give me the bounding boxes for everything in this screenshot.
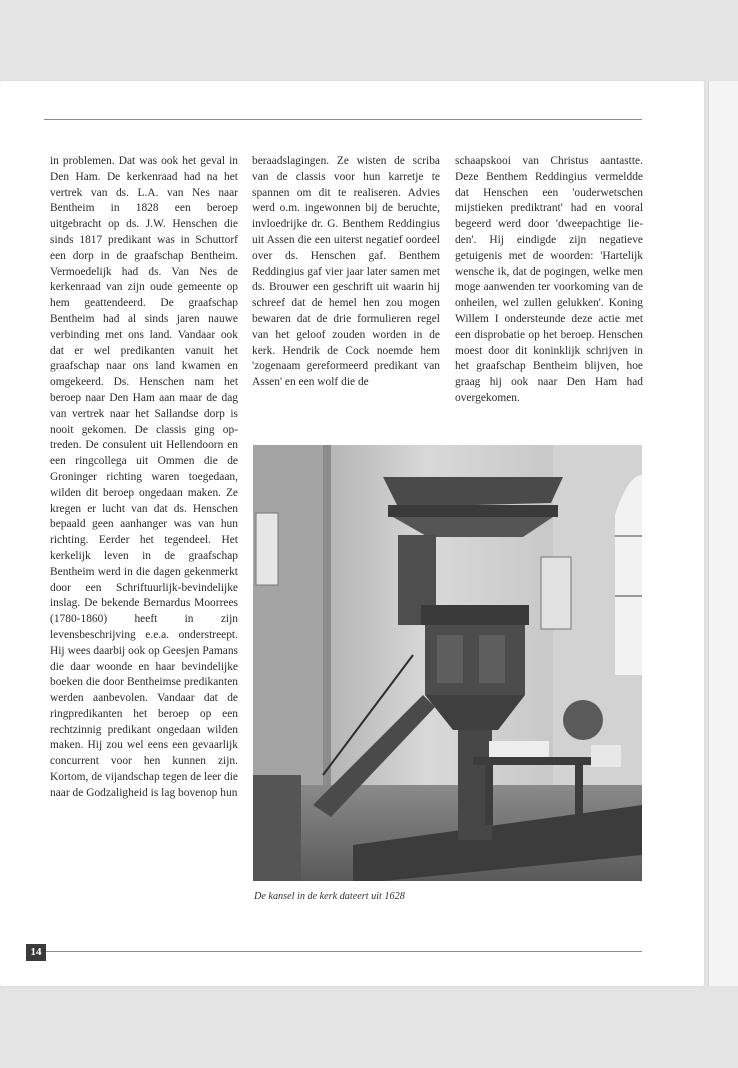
article-column-2: beraadslagingen. Ze wisten de scriba van de classis voor hun karretje te spannen om dit te realiseren. Advies werd o.m. ingewonnen bij de beruchte, invloedrijke dr. G. Benthem Reddingius uit Assen die een uiterst negatief oordeel over ds. Henschen gaf. Benthem Reddingius gaf vier jaar later samen met ds. Brouwer een geschrift uit waarin hij schreef dat de hemel hen zou mogen bewaren dat de drie formulieren regel van het geloof zouden worden in de kerk. Hendrik de Cock noemde hem 'zogenaam gereformeerd predikant van Assen' en een wolf die de xyxy=(252,155,440,389)
pulpit-photo xyxy=(253,445,642,881)
article-column-1: in problemen. Dat was ook het geval in Den Ham. De kerkenraad had na het vertrek van ds. L.A. van Nes naar Bentheim in 1828 een beroep uitgebracht op ds. J.W. Henschen die sinds 1817 predikant was in Schuttorf een dorp in de graafschap Bentheim. Vermoedelijk had ds. Van Nes de kerkenraad van zijn oude gemeente op hem geattendeerd. De graafschap Bentheim had al sinds jaren nauwe verbinding met ons land. Vandaar ook dat er wel predikanten vanuit het graafschap naar ons land kwamen en omgekeerd. Ds. Henschen nam het beroep naar Den Ham aan maar de dag van vertrek naar het Sallandse dorp is nooit gekomen. De classis ging optreden. De consulent uit Hellendoorn en een ringcollega uit Ommen die de Groninger richting waren toegedaan, wilden dit beroep ongedaan maken. Ze kregen er lucht van dat ds. Henschen bepaald geen aanhanger was van hun richting. Eerder het tegendeel. Het kerkelijk leven in de graafschap Bentheim werd in die dagen gekenmerkt door een Schriftuurlijk-bevindelijke inslag. De bekende Bernardus Moorrees (1780-1860) heeft in zijn levensbeschrijving e.e.a. onderstreept. Hij wees daarbij ook op Geesjen Pamans die daar woonde en haar bevindelijke boeken die door Bentheimse predikanten werden aanbevolen. Vandaar dat de ringpredikanten het beroep op een rechtzinnig predikant ongedaan wilden maken. Hij zou wel eens een gevaarlijk concurrent voor hen kunnen zijn. Kortom, de vijandschap tegen de leer die naar de Godzaligheid is lag bovenop hun xyxy=(50,155,238,799)
adjacent-page-edge xyxy=(708,81,738,986)
page-number: 14 xyxy=(26,944,46,961)
article-column-3: schaapskooi van Christus aantastte. Deze Benthem Reddingius vermeldde dat Henschen een 'ouderwetschen mijstieken prediktrant' had en vooral begeerd werd door 'dweepachtige lieden'. Hij eindigde zijn negatieve getuigenis met de woorden: 'Hartelijk wensche ik, dat de pogingen, welke men moge aanwenden ter voorkoming van de onheilen, wel zullen gelukken'. Koning Willem I ondersteunde deze actie met een disprobatie op het beroep. Henschen moest door dit koninklijk schrijven in het graafschap Bentheim blijven, hoe graag hij ook naar Den Ham had overgekomen. xyxy=(455,155,643,404)
photo-caption: De kansel in de kerk dateert uit 1628 xyxy=(254,891,405,902)
footer-rule xyxy=(46,951,642,952)
header-rule xyxy=(44,119,642,120)
